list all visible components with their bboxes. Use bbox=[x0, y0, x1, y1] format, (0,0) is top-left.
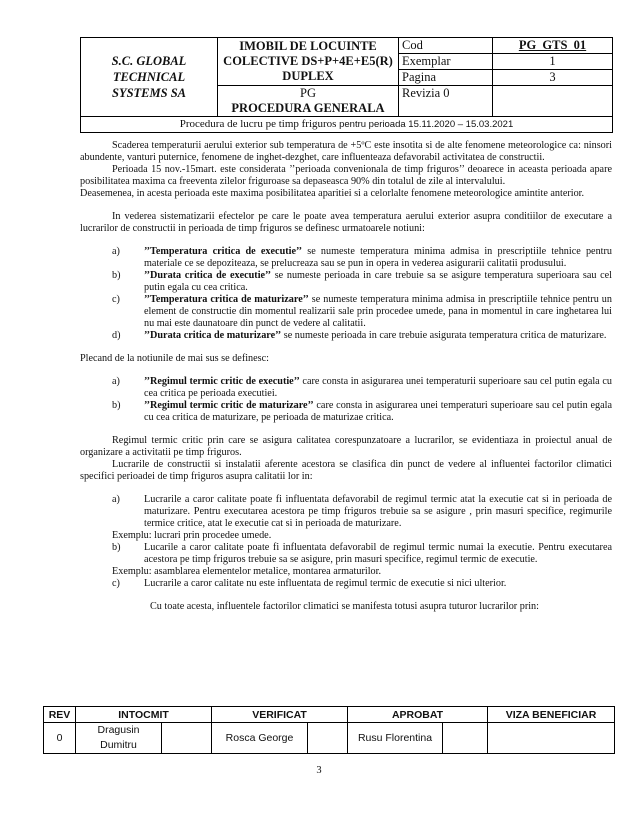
definition-marker: b) bbox=[112, 270, 121, 281]
definition-marker: d) bbox=[112, 330, 121, 341]
header-verificat: VERIFICAT bbox=[212, 707, 348, 723]
aprobat-signature bbox=[443, 723, 488, 754]
regime-item bbox=[80, 400, 612, 424]
viza-beneficiar-cell bbox=[488, 723, 615, 754]
header-aprobat: APROBAT bbox=[348, 707, 488, 723]
header-viza-beneficiar: VIZA BENEFICIAR bbox=[488, 707, 615, 723]
class-item bbox=[80, 578, 612, 590]
field-label-exemplar: Exemplar bbox=[399, 54, 493, 70]
class-marker: b) bbox=[112, 542, 121, 553]
class-item bbox=[80, 494, 612, 530]
company-name: S.C. GLOBAL TECHNICAL SYSTEMS SA bbox=[81, 38, 218, 117]
field-label-pagina: Pagina bbox=[399, 70, 493, 86]
definition-item bbox=[80, 294, 612, 330]
intocmit-name: Dragusin Dumitru bbox=[76, 723, 162, 754]
aprobat-name: Rusu Florentina bbox=[348, 723, 443, 754]
paragraph-phenomena: Deasemenea, in acesta perioada este maxima posibilitatea aparitiei si a celorlalte fenomene meteorologice amintite anterior. bbox=[80, 188, 585, 199]
document-code: PG_GTS_01 bbox=[493, 38, 613, 54]
class-example: Exemplu: lucrari prin procedee umede. bbox=[112, 530, 272, 541]
pagina-value: 3 bbox=[493, 70, 613, 86]
paragraph-temperature-drop: Scaderea temperaturii aerului exterior sub temperatura de +5ºC este insotita si de alte fenomene meteorologice ca: ninsori abundente, vanturi puternice, fenomene de inghet-dezghet, care influenteaza defavorabil activitatea de constructii. bbox=[80, 140, 612, 163]
regime-text: care consta in asigurarea unei temperaturii superioare sau cel putin egala cu cea critica pe perioada executiei. bbox=[144, 376, 613, 399]
field-label-cod: Cod bbox=[399, 38, 493, 54]
rev-value: 0 bbox=[44, 723, 76, 754]
paragraph-classification: Lucrarile de constructii si instalatii aferente acestora se clasifica din punct de vedere al influentei factorilor climatici specifici perioadei de timp friguros asupra calitatii lor in: bbox=[80, 459, 612, 482]
regime-item bbox=[80, 376, 612, 400]
paragraph-regimes-intro: Plecand de la notiunile de mai sus se definesc: bbox=[80, 353, 269, 364]
header-rev: REV bbox=[44, 707, 76, 723]
definition-marker: c) bbox=[112, 294, 120, 305]
page-number: 3 bbox=[316, 765, 322, 776]
exemplar-value: 1 bbox=[493, 54, 613, 70]
regime-text: care consta in asigurarea unei temperaturi superioare sau cel putin egala cu cea critica de maturizare, pe perioada de maturizae critica. bbox=[144, 400, 612, 423]
definition-term: ’’Durata critica de maturizare’’ bbox=[144, 330, 282, 341]
procedure-subtitle: Procedura de lucru pe timp friguros pentru perioada 15.11.2020 – 15.03.2021 bbox=[81, 117, 613, 133]
revision-value bbox=[493, 86, 613, 117]
class-marker: c) bbox=[112, 578, 120, 589]
definition-marker: a) bbox=[112, 246, 120, 257]
document-body bbox=[80, 140, 612, 613]
project-title: IMOBIL DE LOCUINTE COLECTIVE DS+P+4E+E5(R) DUPLEX bbox=[218, 38, 399, 86]
regime-term: ’’Regimul termic critic de executie’’ bbox=[144, 376, 300, 387]
class-marker: a) bbox=[112, 494, 120, 505]
doc-type: PG bbox=[300, 86, 316, 100]
revision-label: Revizia 0 bbox=[399, 86, 493, 117]
intocmit-signature bbox=[162, 723, 212, 754]
definition-term: ’’Temperatura critica de executie’’ bbox=[144, 246, 303, 257]
definition-text: se numeste perioada in care trebuie asigurata temperatura critica de maturizare. bbox=[281, 330, 607, 341]
definition-text: se numeste perioada in care trebuie sa se asigure temperatura superioara sau cel putin egala cu cea critica. bbox=[144, 270, 612, 293]
paragraph-thermal-regime: Regimul termic critic prin care se asigura calitatea corespunzatoare a lucrarilor, se evidentiaza in proiectul anual de organizare a activitatii pe timp friguros. bbox=[80, 435, 612, 458]
definition-text: se numeste temperatura minima admisa in prescriptiile tehnice pentru materiale ce se depoziteaza, se prelucreaza sau se pun in opera in vederea asigurarii calitatii produsului. bbox=[144, 246, 612, 269]
verificat-name: Rosca George bbox=[212, 723, 308, 754]
regime-marker: b) bbox=[112, 400, 121, 411]
header-intocmit: INTOCMIT bbox=[76, 707, 212, 723]
class-text: Lucrarile a caror calitate nu este influentata de regimul termic de executie si nici ulterior. bbox=[144, 578, 507, 589]
definition-term: ’’Durata critica de executie’’ bbox=[144, 270, 272, 281]
definition-item bbox=[80, 330, 612, 342]
paragraph-cold-period: Perioada 15 nov.-15mart. este considerata ’’perioada convenionala de timp friguros’’ deoarece in aceasta perioada apare posibilitatea maxima ca freeventa zilelor friguroase sa depaseasca 90% din totalul de zile al intervalului. bbox=[80, 164, 612, 187]
approval-table bbox=[43, 706, 615, 754]
definition-term: ’’Temperatura critica de maturizare’’ bbox=[144, 294, 309, 305]
regime-term: ’’Regimul termic critic de maturizare’’ bbox=[144, 400, 314, 411]
class-example: Exemplu: asamblarea elementelor metalice, montarea armaturilor. bbox=[112, 566, 381, 577]
regime-marker: a) bbox=[112, 376, 120, 387]
paragraph-definitions-intro: In vederea sistematizarii efectelor pe care le poate avea temperatura aerului exterior asupra conditiilor de executare a lucrarilor de constructii in perioada de timp friguros se definesc urmatoarele notiuni: bbox=[80, 211, 612, 234]
definition-text: se numeste temperatura minima admisa in prescriptiile tehnice pentru un element de constructie din momentul realizarii sale prin procedee umede, pana in momentul in care inghetarea lui nu mai este daunatoare din punct de vedere al calitatii. bbox=[144, 294, 612, 329]
class-text: Lucarile a caror calitate poate fi influentata defavorabil de regimul termic numai la executie. Pentru executarea acestora pe timp friguros trebuie sa se asigure, prin masuri specifice, regimul termic de executie. bbox=[144, 542, 612, 565]
procedure-name: PROCEDURA GENERALA bbox=[231, 101, 385, 115]
verificat-signature bbox=[308, 723, 348, 754]
class-text: Lucrarile a caror calitate poate fi influentata defavorabil de regimul termic atat la executie cat si in perioada de maturizare. Pentru executarea acestora pe timp friguros trebuie sa se asigure , prin masuri specifice, regimurile termice critice, atat le executie cat si in perioada de maturizare. bbox=[144, 494, 612, 529]
procedure-cell bbox=[218, 86, 399, 117]
definition-item bbox=[80, 270, 612, 294]
document-header bbox=[80, 37, 613, 133]
definition-item bbox=[80, 246, 612, 270]
paragraph-closing: Cu toate acesta, influentele factorilor climatici se manifesta totusi asupra tuturor lucrarilor prin: bbox=[150, 601, 539, 612]
class-item bbox=[80, 542, 612, 566]
